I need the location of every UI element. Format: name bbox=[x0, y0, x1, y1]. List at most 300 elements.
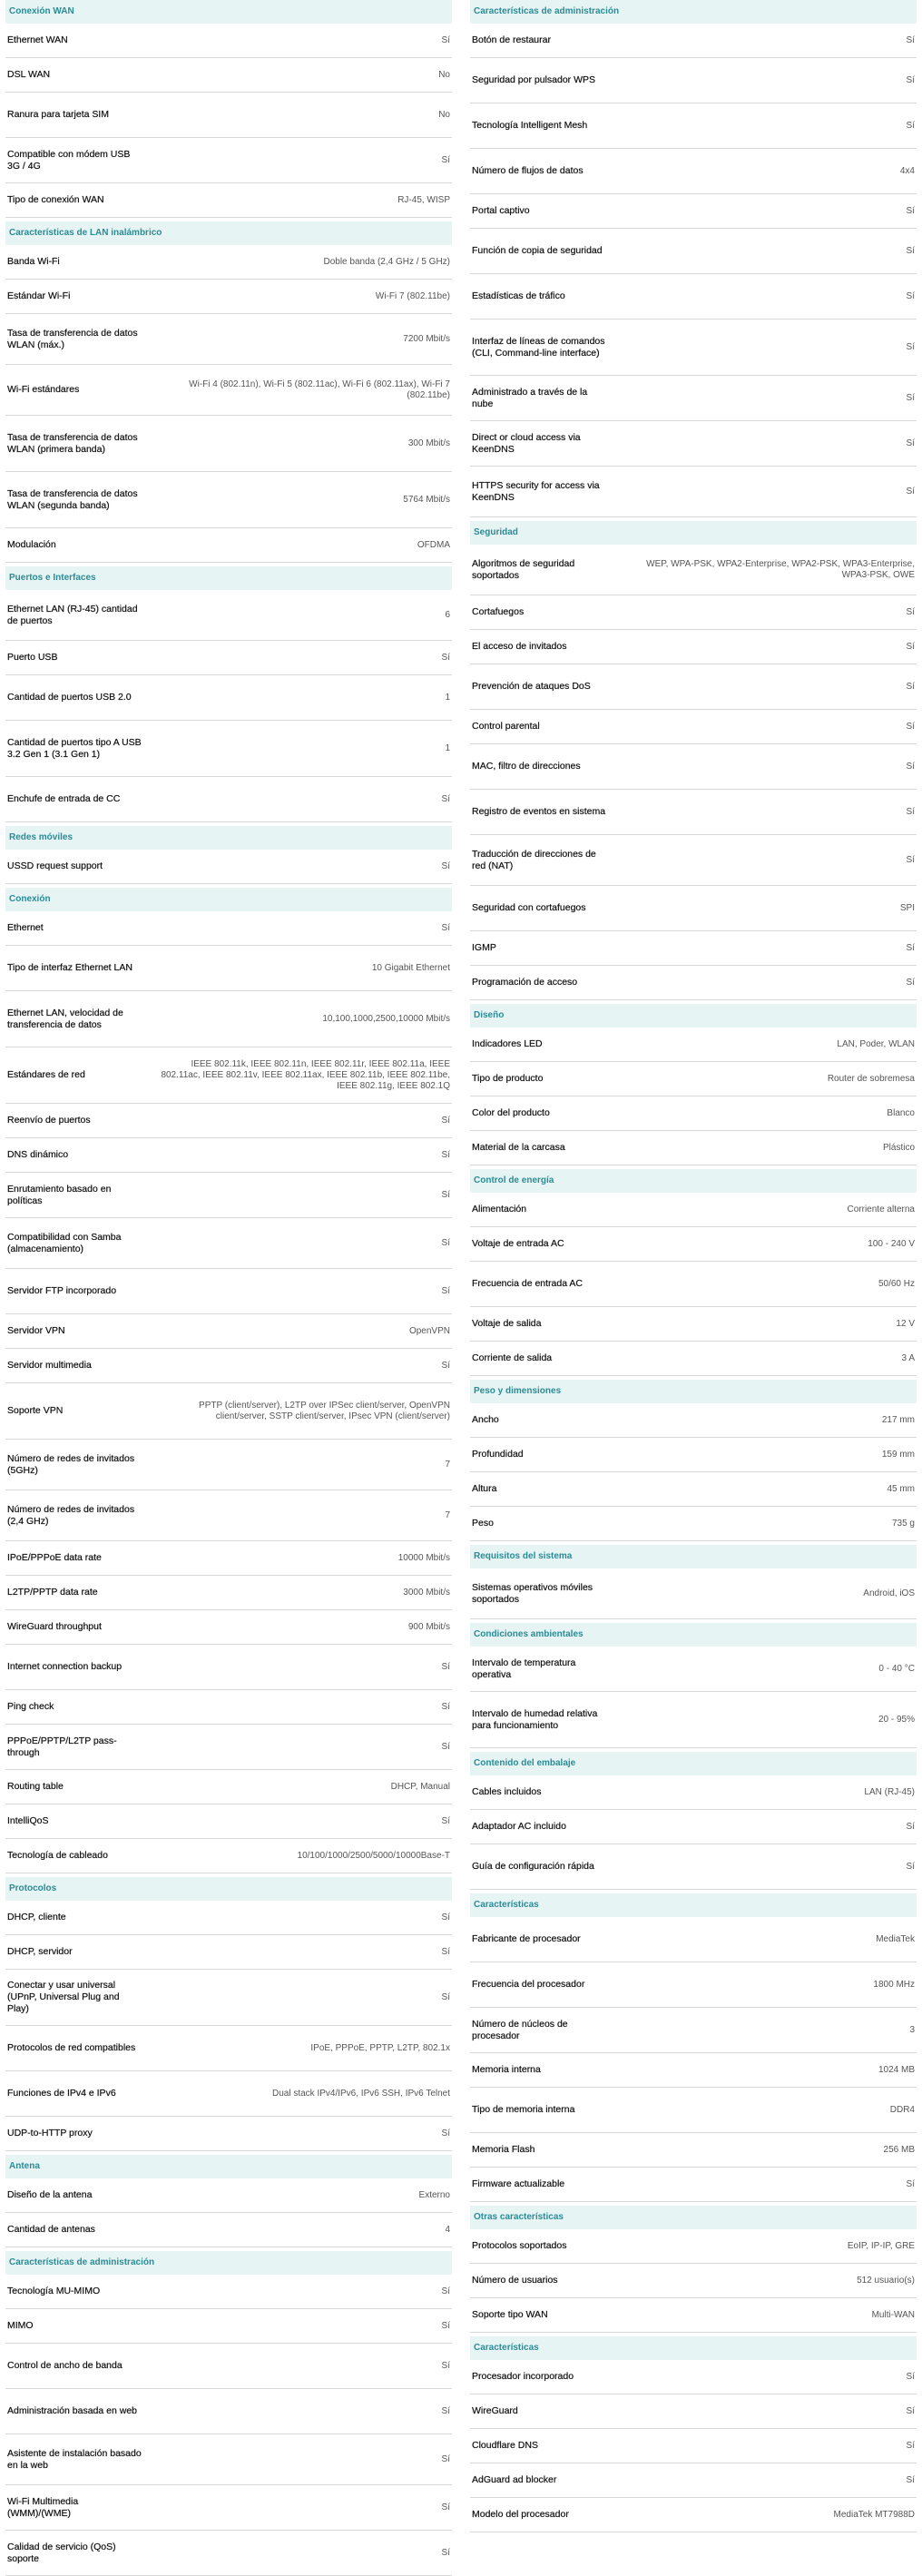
section-header-condiciones-ambientales: Condiciones ambientales bbox=[470, 1623, 917, 1647]
spec-label: Voltaje de salida bbox=[472, 1318, 542, 1329]
spec-value: IEEE 802.11k, IEEE 802.11n, IEEE 802.11r, IEEE 802.11a, IEEE 802.11ac, IEEE 802.11v, IEEE 802.11ax, IEEE 802.11b, IEEE 802.11be, IEEE 802.11g, IEEE 802.1Q bbox=[161, 1058, 450, 1091]
spec-label: Modulación bbox=[7, 539, 56, 550]
spec-value: 100 - 240 V bbox=[868, 1238, 915, 1249]
spec-row-tasa-de-transferencia-de-datos-wlan-segunda-banda bbox=[5, 472, 452, 528]
spec-label: Tipo de memoria interna bbox=[472, 2104, 575, 2115]
spec-row-modelo-del-procesador bbox=[470, 2498, 917, 2532]
spec-label: Material de la carcasa bbox=[472, 1142, 565, 1153]
spec-value: 6 bbox=[445, 609, 450, 620]
spec-label: Firmware actualizable bbox=[472, 2178, 565, 2189]
spec-value: Wi-Fi 4 (802.11n), Wi-Fi 5 (802.11ac), Wi-Fi 6 (802.11ax), Wi-Fi 7 (802.11be) bbox=[189, 379, 450, 400]
spec-value: IPoE, PPPoE, PPTP, L2TP, 802.1x bbox=[310, 2042, 450, 2053]
spec-row-protocolos-de-red-compatibles bbox=[5, 2026, 452, 2071]
spec-value: Externo bbox=[418, 2189, 450, 2200]
spec-value: Sí bbox=[441, 2360, 450, 2371]
spec-label: Compatible con módem USB 3G / 4G bbox=[7, 148, 131, 172]
spec-label: Tasa de transferencia de datos WLAN (máx.) bbox=[7, 327, 138, 350]
spec-label: PPPoE/PPTP/L2TP pass-through bbox=[7, 1735, 117, 1758]
spec-value: Sí bbox=[441, 1741, 450, 1752]
spec-value: Sí bbox=[906, 1821, 915, 1832]
spec-value: MediaTek bbox=[876, 1933, 915, 1944]
spec-row-boton-de-restaurar bbox=[470, 24, 917, 58]
spec-label: DSL WAN bbox=[7, 69, 51, 80]
spec-row-numero-de-redes-de-invitados-5ghz bbox=[5, 1440, 452, 1490]
spec-value: Sí bbox=[441, 1701, 450, 1712]
spec-row-ussd-request-support bbox=[5, 850, 452, 884]
spec-label: Tasa de transferencia de datos WLAN (segunda banda) bbox=[7, 487, 138, 511]
spec-label: Wi-Fi estándares bbox=[7, 384, 80, 395]
spec-label: DHCP, cliente bbox=[7, 1912, 66, 1922]
spec-value: 300 Mbit/s bbox=[407, 438, 450, 448]
spec-label: Prevención de ataques DoS bbox=[472, 681, 591, 692]
spec-value: Router de sobremesa bbox=[827, 1073, 915, 1084]
spec-label: Routing table bbox=[7, 1781, 64, 1792]
spec-value: No bbox=[438, 69, 450, 80]
spec-row-l2tp-pptp-data-rate bbox=[5, 1576, 452, 1610]
spec-label: Internet connection backup bbox=[7, 1661, 123, 1672]
spec-value: RJ-45, WISP bbox=[397, 194, 450, 205]
spec-label: Servidor FTP incorporado bbox=[7, 1285, 117, 1296]
spec-label: Adaptador AC incluido bbox=[472, 1821, 566, 1832]
spec-row-profundidad bbox=[470, 1438, 917, 1472]
spec-label: Función de copia de seguridad bbox=[472, 245, 603, 256]
spec-row-cantidad-de-puertos-tipo-a-usb-3-2-gen-1-3-1-gen-1 bbox=[5, 721, 452, 777]
spec-value: Sí bbox=[441, 1815, 450, 1826]
spec-value: 10/100/1000/2500/5000/10000Base-T bbox=[297, 1850, 450, 1861]
spec-value: Sí bbox=[441, 1661, 450, 1672]
spec-label: Estándares de red bbox=[7, 1069, 85, 1080]
spec-row-dns-dinamico bbox=[5, 1138, 452, 1173]
spec-label: Servidor multimedia bbox=[7, 1360, 92, 1371]
spec-row-peso bbox=[470, 1507, 917, 1541]
spec-label: Tipo de producto bbox=[472, 1073, 544, 1084]
spec-label: Administración basada en web bbox=[7, 2405, 138, 2416]
spec-value: 3 A bbox=[901, 1352, 915, 1363]
spec-value: Sí bbox=[906, 806, 915, 817]
spec-row-seguridad-por-pulsador-wps bbox=[470, 58, 917, 103]
spec-label: Alimentación bbox=[472, 1204, 527, 1214]
spec-row-soporte-vpn bbox=[5, 1383, 452, 1440]
spec-row-routing-table bbox=[5, 1770, 452, 1804]
spec-label: Interfaz de líneas de comandos (CLI, Command-line interface) bbox=[472, 335, 605, 359]
spec-row-voltaje-de-salida bbox=[470, 1307, 917, 1342]
spec-label: Estadísticas de tráfico bbox=[472, 290, 565, 301]
spec-row-enrutamiento-basado-en-politicas bbox=[5, 1173, 452, 1218]
spec-label: Indicadores LED bbox=[472, 1038, 543, 1049]
section-header-caracteristicas-de-administracion: Características de administración bbox=[5, 2251, 452, 2275]
spec-label: Tecnología Intelligent Mesh bbox=[472, 120, 588, 131]
section-header-otras-caracteristicas: Otras características bbox=[470, 2206, 917, 2229]
spec-row-cantidad-de-puertos-usb-2-0 bbox=[5, 675, 452, 721]
spec-value: Sí bbox=[441, 2453, 450, 2464]
spec-row-guia-de-configuracion-rapida bbox=[470, 1844, 917, 1890]
spec-label: USSD request support bbox=[7, 860, 103, 871]
spec-row-servidor-ftp-incorporado bbox=[5, 1269, 452, 1314]
spec-label: Número de usuarios bbox=[472, 2275, 558, 2286]
spec-row-prevencion-de-ataques-dos bbox=[470, 664, 917, 710]
spec-row-wi-fi-multimedia-wmm-wme bbox=[5, 2485, 452, 2531]
spec-row-tecnologia-intelligent-mesh bbox=[470, 103, 917, 149]
spec-value: Sí bbox=[906, 34, 915, 45]
spec-value: Sí bbox=[906, 2178, 915, 2189]
spec-value: Sí bbox=[906, 761, 915, 772]
spec-value: Sí bbox=[906, 681, 915, 692]
section-header-diseno: Diseño bbox=[470, 1004, 917, 1027]
section-header-conexion: Conexión bbox=[5, 888, 452, 911]
spec-label: Ethernet bbox=[7, 922, 44, 933]
spec-label: Cables incluidos bbox=[472, 1786, 542, 1797]
section-header-caracteristicas-de-lan-inalambrico: Características de LAN inalámbrico bbox=[5, 221, 452, 245]
spec-value: Sí bbox=[441, 652, 450, 663]
section-header-caracteristicas-de-administracion: Características de administración bbox=[470, 0, 917, 24]
spec-label: WireGuard bbox=[472, 2405, 518, 2416]
spec-label: Seguridad con cortafuegos bbox=[472, 902, 586, 913]
spec-column-left bbox=[5, 0, 452, 2576]
spec-row-color-del-producto bbox=[470, 1096, 917, 1131]
spec-row-cantidad-de-antenas bbox=[5, 2213, 452, 2247]
spec-row-corriente-de-salida bbox=[470, 1342, 917, 1376]
spec-label: Número de redes de invitados (2,4 GHz) bbox=[7, 1503, 135, 1527]
spec-label: Número de núcleos de procesador bbox=[472, 2018, 568, 2041]
spec-value: 1024 MB bbox=[878, 2064, 915, 2075]
spec-label: Protocolos de red compatibles bbox=[7, 2042, 136, 2053]
spec-row-ranura-para-tarjeta-sim bbox=[5, 93, 452, 138]
spec-row-estadisticas-de-trafico bbox=[470, 274, 917, 320]
spec-row-calidad-de-servicio-qos-soporte bbox=[5, 2531, 452, 2576]
spec-row-funciones-de-ipv4-e-ipv6 bbox=[5, 2071, 452, 2117]
spec-value: Multi-WAN bbox=[871, 2309, 915, 2320]
spec-value: Sí bbox=[441, 2286, 450, 2296]
spec-label: Cloudflare DNS bbox=[472, 2440, 538, 2451]
spec-row-cortafuegos bbox=[470, 595, 917, 630]
spec-value: Dual stack IPv4/IPv6, IPv6 SSH, IPv6 Telnet bbox=[271, 2088, 450, 2099]
spec-value: Sí bbox=[441, 1912, 450, 1922]
spec-value: Sí bbox=[906, 2440, 915, 2451]
spec-row-tasa-de-transferencia-de-datos-wlan-primera-banda bbox=[5, 416, 452, 472]
spec-value: 10,100,1000,2500,10000 Mbit/s bbox=[322, 1013, 450, 1024]
spec-label: Protocolos soportados bbox=[472, 2240, 567, 2251]
spec-row-wireguard bbox=[470, 2394, 917, 2429]
spec-value: Sí bbox=[906, 1861, 915, 1872]
spec-value: WEP, WPA-PSK, WPA2-Enterprise, WPA2-PSK, WPA3-Enterprise, WPA3-PSK, OWE bbox=[646, 558, 915, 580]
spec-label: Portal captivo bbox=[472, 205, 530, 216]
spec-label: Altura bbox=[472, 1483, 497, 1494]
spec-label: AdGuard ad blocker bbox=[472, 2474, 557, 2485]
spec-row-fabricante-de-procesador bbox=[470, 1917, 917, 1962]
spec-label: Diseño de la antena bbox=[7, 2189, 93, 2200]
spec-row-adaptador-ac-incluido bbox=[470, 1810, 917, 1844]
spec-row-https-security-for-access-via-keendns bbox=[470, 467, 917, 517]
spec-label: IGMP bbox=[472, 942, 496, 953]
spec-label: Intervalo de temperatura operativa bbox=[472, 1657, 576, 1680]
spec-value: Sí bbox=[441, 1237, 450, 1248]
spec-label: El acceso de invitados bbox=[472, 641, 567, 652]
spec-label: Memoria interna bbox=[472, 2064, 541, 2075]
spec-row-ethernet-lan-velocidad-de-transferencia-de-datos bbox=[5, 991, 452, 1047]
spec-value: 1800 MHz bbox=[873, 1979, 915, 1990]
spec-value: DHCP, Manual bbox=[390, 1781, 450, 1792]
spec-value: 3 bbox=[909, 2024, 915, 2035]
spec-row-tipo-de-producto bbox=[470, 1062, 917, 1096]
spec-row-enchufe-de-entrada-de-cc bbox=[5, 777, 452, 822]
spec-label: Procesador incorporado bbox=[472, 2371, 574, 2382]
spec-row-frecuencia-del-procesador bbox=[470, 1962, 917, 2008]
spec-row-tecnologia-mu-mimo bbox=[5, 2275, 452, 2309]
spec-label: Cantidad de puertos tipo A USB 3.2 Gen 1 (3.1 Gen 1) bbox=[7, 736, 142, 760]
spec-value: Blanco bbox=[887, 1107, 915, 1118]
spec-row-intervalo-de-humedad-relativa-para-funcionamiento bbox=[470, 1692, 917, 1748]
section-header-conexion-wan: Conexión WAN bbox=[5, 0, 452, 24]
spec-value: 1 bbox=[445, 692, 450, 703]
spec-value: LAN (RJ-45) bbox=[864, 1786, 915, 1797]
spec-label: L2TP/PPTP data rate bbox=[7, 1587, 98, 1598]
spec-row-intervalo-de-temperatura-operativa bbox=[470, 1647, 917, 1692]
spec-row-wi-fi-estandares bbox=[5, 365, 452, 416]
spec-label: Modelo del procesador bbox=[472, 2509, 569, 2520]
spec-label: Control parental bbox=[472, 721, 540, 732]
spec-value: OFDMA bbox=[417, 539, 450, 550]
spec-value: Sí bbox=[906, 2371, 915, 2382]
spec-value: Sí bbox=[441, 2405, 450, 2416]
spec-row-registro-de-eventos-en-sistema bbox=[470, 790, 917, 835]
spec-value: PPTP (client/server), L2TP over IPSec client/server, OpenVPN client/server, SSTP client/server, IPsec VPN (client/server) bbox=[199, 1400, 450, 1421]
spec-row-modulacion bbox=[5, 528, 452, 563]
spec-row-internet-connection-backup bbox=[5, 1645, 452, 1690]
spec-row-soporte-tipo-wan bbox=[470, 2298, 917, 2333]
spec-row-servidor-multimedia bbox=[5, 1349, 452, 1383]
spec-value: 7 bbox=[445, 1509, 450, 1520]
spec-row-banda-wi-fi bbox=[5, 245, 452, 280]
spec-row-numero-de-usuarios bbox=[470, 2264, 917, 2298]
spec-row-numero-de-redes-de-invitados-2-4-ghz bbox=[5, 1490, 452, 1541]
spec-label: Funciones de IPv4 e IPv6 bbox=[7, 2088, 116, 2099]
spec-row-ancho bbox=[470, 1403, 917, 1438]
spec-label: Reenvío de puertos bbox=[7, 1115, 91, 1126]
spec-value: 256 MB bbox=[883, 2144, 915, 2155]
spec-row-algoritmos-de-seguridad-soportados bbox=[470, 545, 917, 595]
spec-row-control-de-ancho-de-banda bbox=[5, 2344, 452, 2389]
spec-row-administrado-a-traves-de-la-nube bbox=[470, 376, 917, 421]
spec-value: Sí bbox=[441, 2128, 450, 2138]
spec-value: Sí bbox=[906, 74, 915, 85]
spec-row-cables-incluidos bbox=[470, 1775, 917, 1810]
spec-row-ethernet bbox=[5, 911, 452, 946]
spec-label: Cantidad de antenas bbox=[7, 2224, 95, 2235]
spec-value: Sí bbox=[441, 1189, 450, 1200]
spec-value: Sí bbox=[906, 606, 915, 617]
spec-value: Sí bbox=[906, 120, 915, 131]
spec-value: 45 mm bbox=[887, 1483, 915, 1494]
spec-value: 735 g bbox=[891, 1518, 915, 1529]
spec-row-tecnologia-de-cableado bbox=[5, 1839, 452, 1873]
spec-row-ethernet-wan bbox=[5, 24, 452, 58]
spec-value: Sí bbox=[441, 922, 450, 933]
spec-label: Tecnología de cableado bbox=[7, 1850, 108, 1861]
spec-row-interfaz-de-lineas-de-comandos-cli-command-line-interface bbox=[470, 320, 917, 376]
spec-label: Servidor VPN bbox=[7, 1325, 65, 1336]
spec-row-numero-de-nucleos-de-procesador bbox=[470, 2008, 917, 2053]
spec-label: Corriente de salida bbox=[472, 1352, 553, 1363]
section-header-seguridad: Seguridad bbox=[470, 521, 917, 545]
spec-row-estandar-wi-fi bbox=[5, 280, 452, 314]
spec-row-dhcp-cliente bbox=[5, 1901, 452, 1935]
spec-value: 7 bbox=[445, 1459, 450, 1470]
spec-label: Tipo de interfaz Ethernet LAN bbox=[7, 962, 132, 973]
spec-value: Sí bbox=[906, 486, 915, 497]
spec-row-diseno-de-la-antena bbox=[5, 2178, 452, 2213]
spec-row-sistemas-operativos-moviles-soportados bbox=[470, 1568, 917, 1619]
spec-label: Ethernet LAN, velocidad de transferencia de datos bbox=[7, 1007, 123, 1030]
spec-value: Sí bbox=[906, 721, 915, 732]
spec-value: Sí bbox=[906, 942, 915, 953]
section-header-peso-y-dimensiones: Peso y dimensiones bbox=[470, 1380, 917, 1403]
spec-row-ipoe-pppoe-data-rate bbox=[5, 1541, 452, 1576]
spec-label: Soporte tipo WAN bbox=[472, 2309, 548, 2320]
spec-row-ethernet-lan-rj-45-cantidad-de-puertos bbox=[5, 590, 452, 641]
spec-label: Conectar y usar universal (UPnP, Universal Plug and Play) bbox=[7, 1980, 120, 2014]
spec-column-right bbox=[470, 0, 917, 2532]
spec-label: Guía de configuración rápida bbox=[472, 1861, 594, 1872]
spec-value: SPI bbox=[899, 902, 915, 913]
spec-label: Ranura para tarjeta SIM bbox=[7, 109, 110, 120]
spec-row-tipo-de-conexion-wan bbox=[5, 183, 452, 218]
spec-row-voltaje-de-entrada-ac bbox=[470, 1227, 917, 1262]
spec-row-el-acceso-de-invitados bbox=[470, 630, 917, 664]
spec-value: Sí bbox=[441, 1991, 450, 2002]
spec-label: Botón de restaurar bbox=[472, 34, 551, 45]
spec-value: MediaTek MT7988D bbox=[833, 2509, 915, 2520]
spec-row-portal-captivo bbox=[470, 194, 917, 229]
spec-label: Cantidad de puertos USB 2.0 bbox=[7, 692, 132, 703]
spec-value: Sí bbox=[441, 1285, 450, 1296]
spec-row-frecuencia-de-entrada-ac bbox=[470, 1262, 917, 1307]
spec-label: Compatibilidad con Samba (almacenamiento) bbox=[7, 1231, 122, 1254]
spec-value: Sí bbox=[906, 977, 915, 988]
spec-label: MAC, filtro de direcciones bbox=[472, 761, 581, 772]
spec-label: Peso bbox=[472, 1518, 494, 1529]
spec-value: Doble banda (2,4 GHz / 5 GHz) bbox=[323, 256, 450, 267]
spec-row-asistente-de-instalacion-basado-en-la-web bbox=[5, 2434, 452, 2485]
spec-value: 0 - 40 °C bbox=[878, 1663, 915, 1674]
spec-value: Sí bbox=[441, 860, 450, 871]
spec-value: Sí bbox=[441, 793, 450, 804]
spec-row-dhcp-servidor bbox=[5, 1935, 452, 1970]
spec-label: DNS dinámico bbox=[7, 1149, 69, 1160]
spec-value: Android, iOS bbox=[863, 1588, 915, 1598]
spec-label: Seguridad por pulsador WPS bbox=[472, 74, 595, 85]
spec-label: Control de ancho de banda bbox=[7, 2360, 123, 2371]
spec-row-intelliqos bbox=[5, 1804, 452, 1839]
spec-value: 10000 Mbit/s bbox=[397, 1552, 450, 1563]
spec-value: Sí bbox=[441, 1946, 450, 1957]
spec-value: Sí bbox=[906, 641, 915, 652]
spec-row-procesador-incorporado bbox=[470, 2360, 917, 2394]
spec-label: IPoE/PPPoE data rate bbox=[7, 1552, 102, 1563]
spec-label: Ancho bbox=[472, 1414, 499, 1425]
spec-value: 12 V bbox=[896, 1318, 915, 1329]
spec-row-pppoe-pptp-l2tp-pass-through bbox=[5, 1725, 452, 1770]
spec-label: Administrado a través de la nube bbox=[472, 386, 588, 409]
spec-row-tasa-de-transferencia-de-datos-wlan-max bbox=[5, 314, 452, 365]
spec-row-memoria-interna bbox=[470, 2053, 917, 2088]
spec-label: Traducción de direcciones de red (NAT) bbox=[472, 848, 596, 871]
spec-value: Sí bbox=[441, 1115, 450, 1126]
spec-label: Calidad de servicio (QoS) soporte bbox=[7, 2541, 116, 2564]
spec-value: 159 mm bbox=[881, 1449, 915, 1460]
spec-label: Número de flujos de datos bbox=[472, 165, 584, 176]
section-header-control-de-energia: Control de energía bbox=[470, 1169, 917, 1193]
spec-row-wireguard-throughput bbox=[5, 1610, 452, 1645]
spec-value: Sí bbox=[906, 245, 915, 256]
spec-value: 4x4 bbox=[899, 165, 915, 176]
spec-row-compatibilidad-con-samba-almacenamiento bbox=[5, 1218, 452, 1269]
spec-row-administracion-basada-en-web bbox=[5, 2389, 452, 2434]
spec-label: Asistente de instalación basado en la web bbox=[7, 2447, 142, 2471]
spec-row-memoria-flash bbox=[470, 2133, 917, 2168]
spec-row-puerto-usb bbox=[5, 641, 452, 675]
spec-label: IntelliQoS bbox=[7, 1815, 49, 1826]
spec-value: Sí bbox=[906, 392, 915, 403]
spec-row-indicadores-led bbox=[470, 1027, 917, 1062]
spec-value: 50/60 Hz bbox=[878, 1278, 915, 1289]
spec-value: Sí bbox=[906, 341, 915, 352]
spec-label: HTTPS security for access via KeenDNS bbox=[472, 479, 600, 503]
spec-label: Cortafuegos bbox=[472, 606, 525, 617]
spec-label: Ethernet LAN (RJ-45) cantidad de puertos bbox=[7, 603, 138, 626]
spec-value: 512 usuario(s) bbox=[857, 2275, 915, 2286]
spec-value: 5764 Mbit/s bbox=[403, 494, 450, 505]
spec-value: Wi-Fi 7 (802.11be) bbox=[375, 290, 450, 301]
spec-value: DDR4 bbox=[889, 2104, 915, 2115]
spec-value: 3000 Mbit/s bbox=[403, 1587, 450, 1598]
spec-value: 10 Gigabit Ethernet bbox=[371, 962, 450, 973]
spec-row-programacion-de-acceso bbox=[470, 966, 917, 1000]
section-header-protocolos: Protocolos bbox=[5, 1877, 452, 1901]
spec-row-cloudflare-dns bbox=[470, 2429, 917, 2463]
spec-value: Sí bbox=[906, 2474, 915, 2485]
spec-row-adguard-ad-blocker bbox=[470, 2463, 917, 2498]
spec-value: 900 Mbit/s bbox=[407, 1621, 450, 1632]
spec-label: Memoria Flash bbox=[472, 2144, 535, 2155]
spec-label: Fabricante de procesador bbox=[472, 1933, 581, 1944]
spec-row-reenvio-de-puertos bbox=[5, 1104, 452, 1138]
spec-label: Tipo de conexión WAN bbox=[7, 194, 104, 205]
spec-value: Sí bbox=[906, 2405, 915, 2416]
spec-row-conectar-y-usar-universal-upnp-universal-plug-and-play bbox=[5, 1970, 452, 2026]
spec-label: MIMO bbox=[7, 2320, 34, 2331]
spec-row-numero-de-flujos-de-datos bbox=[470, 149, 917, 194]
spec-value: Sí bbox=[906, 854, 915, 865]
spec-label: Sistemas operativos móviles soportados bbox=[472, 1581, 593, 1605]
spec-row-altura bbox=[470, 1472, 917, 1507]
spec-row-ping-check bbox=[5, 1690, 452, 1725]
section-header-caracteristicas: Características bbox=[470, 2336, 917, 2360]
spec-row-funcion-de-copia-de-seguridad bbox=[470, 229, 917, 274]
spec-row-tipo-de-memoria-interna bbox=[470, 2088, 917, 2133]
spec-label: WireGuard throughput bbox=[7, 1621, 102, 1632]
spec-row-material-de-la-carcasa bbox=[470, 1131, 917, 1165]
section-header-redes-moviles: Redes móviles bbox=[5, 826, 452, 850]
spec-value: EoIP, IP-IP, GRE bbox=[847, 2240, 915, 2251]
spec-label: Wi-Fi Multimedia (WMM)/(WME) bbox=[7, 2495, 79, 2519]
spec-label: Algoritmos de seguridad soportados bbox=[472, 557, 575, 581]
spec-label: Soporte VPN bbox=[7, 1405, 64, 1416]
spec-value: OpenVPN bbox=[408, 1325, 450, 1336]
spec-row-tipo-de-interfaz-ethernet-lan bbox=[5, 946, 452, 991]
spec-row-udp-to-http-proxy bbox=[5, 2117, 452, 2151]
spec-value: Plástico bbox=[882, 1142, 915, 1153]
spec-row-servidor-vpn bbox=[5, 1314, 452, 1349]
